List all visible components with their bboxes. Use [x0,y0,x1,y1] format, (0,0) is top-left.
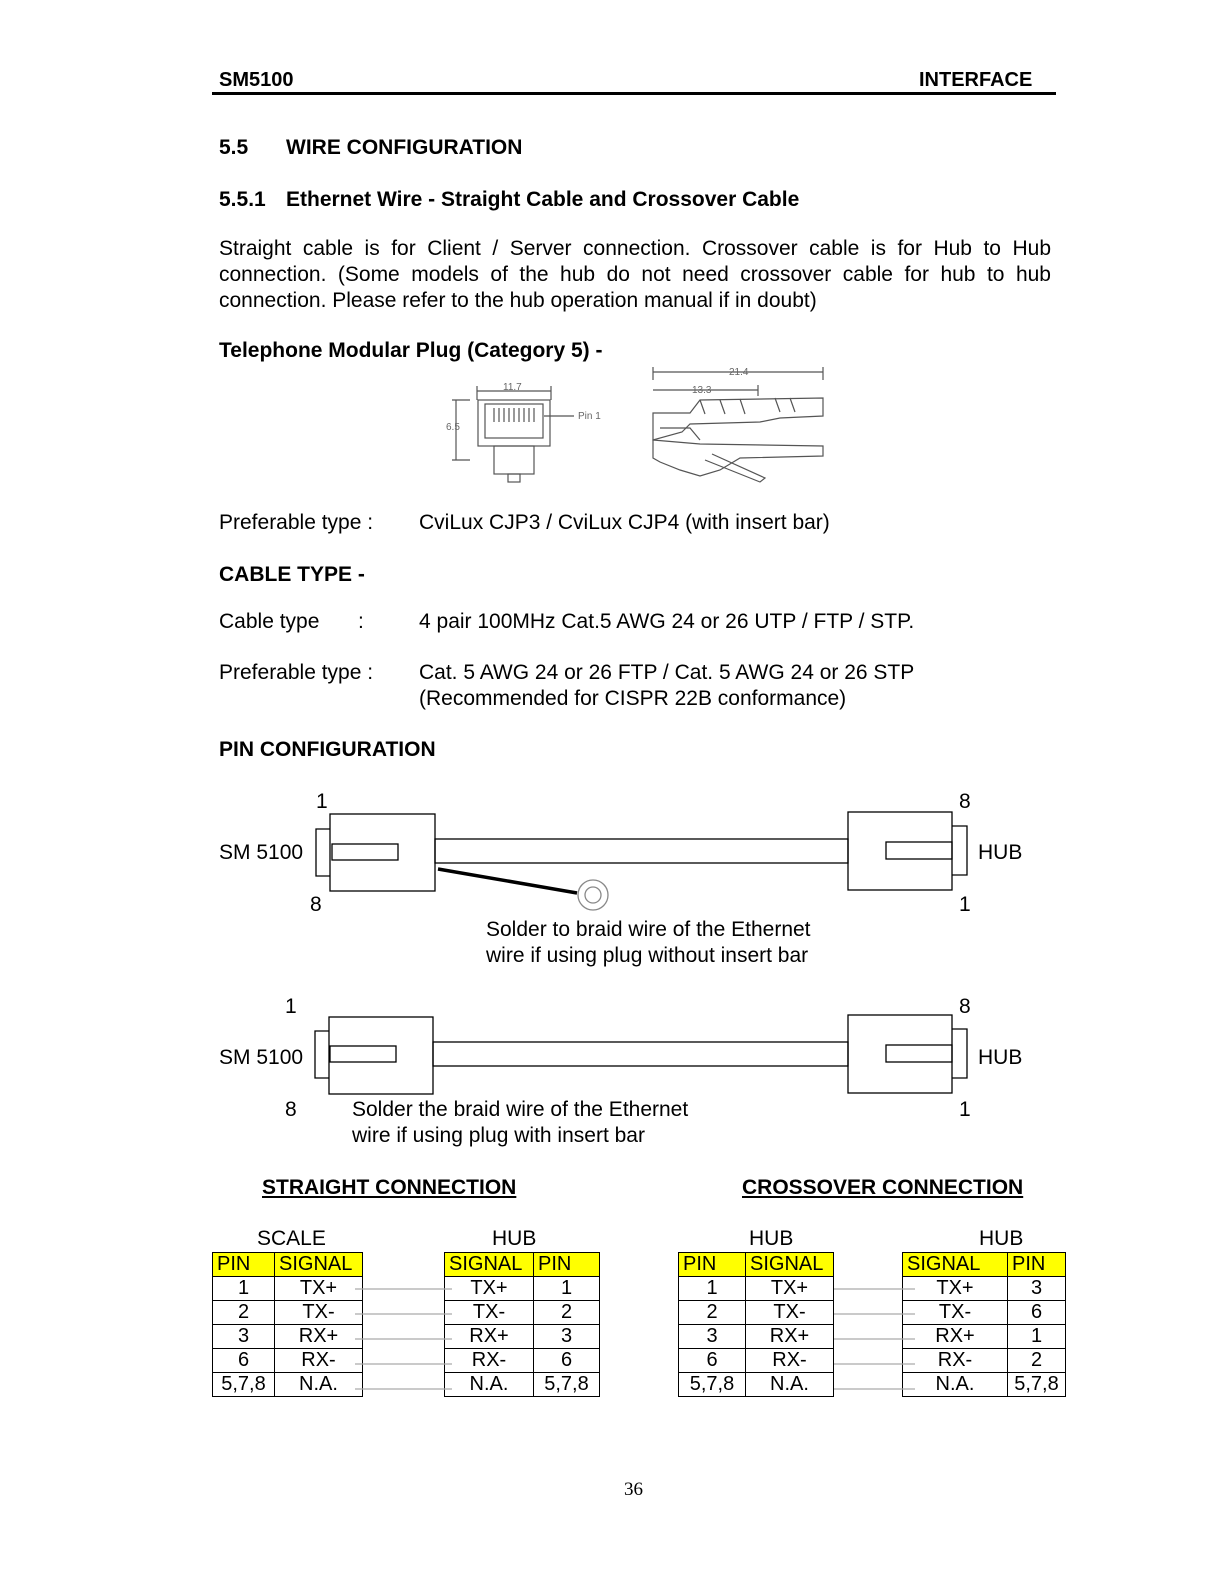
cable-heading: CABLE TYPE - [219,563,365,586]
signal-cell: N.A. [275,1373,363,1397]
pin-config-heading: PIN CONFIGURATION [219,738,436,761]
signal-cell: TX- [903,1301,1008,1325]
table-row [679,1325,834,1349]
straight-left-caption: SCALE [257,1227,326,1250]
solder-point-inner [585,887,601,903]
plug-pref-value: CviLux CJP3 / CviLux CJP4 (with insert bar) [419,511,830,534]
pin-cell: 6 [679,1349,746,1373]
right-plug-body [848,812,952,890]
table-row [903,1325,1066,1349]
pin-cell: 1 [534,1277,600,1301]
pin-cell: 3 [213,1325,275,1349]
col-header: SIGNAL [903,1253,1008,1277]
crossover-left-table [678,1252,834,1397]
pin-cell: 3 [679,1325,746,1349]
d1-right-top-pin: 8 [959,790,971,813]
header-right: INTERFACE [919,69,1033,91]
table-row [679,1349,834,1373]
table-row [903,1373,1066,1397]
d1-right-label: HUB [978,841,1023,864]
crossover-right-caption: HUB [979,1227,1024,1250]
straight-title: STRAIGHT CONNECTION [262,1176,517,1199]
section-number: 5.5 [219,136,249,159]
plug-side-view [653,367,823,482]
table-row [679,1373,834,1397]
plug-dim-labels [446,367,749,433]
right-plug-body [848,1015,952,1093]
pin-cell: 3 [534,1325,600,1349]
signal-cell: TX+ [275,1277,363,1301]
signal-cell: RX+ [903,1325,1008,1349]
signal-cell: RX+ [275,1325,363,1349]
table-row [445,1277,600,1301]
signal-cell: RX+ [445,1325,534,1349]
pin-cell: 2 [213,1301,275,1325]
table-row [445,1325,600,1349]
straight-right-table [444,1252,600,1397]
cable-pref-value-1: Cat. 5 AWG 24 or 26 FTP / Cat. 5 AWG 24 or 26 STP [419,661,915,684]
d2-note-line2: wire if using plug with insert bar [352,1124,645,1147]
page-number: 36 [624,1479,643,1500]
table-row [213,1325,363,1349]
header-left: SM5100 [219,69,294,91]
right-plug-tab [952,1029,967,1078]
dim-inner-label: 13.3 [692,385,712,396]
d1-left-label: SM 5100 [219,841,304,864]
pin-cell: 6 [1008,1301,1066,1325]
intro-line: connection. (Some models of the hub do not need crossover cable for hub to hub [219,263,1051,286]
left-plug-key [330,1046,396,1062]
pin-cell: 3 [1008,1277,1066,1301]
table-row [445,1373,600,1397]
col-header: SIGNAL [746,1253,834,1277]
plug-front-view [452,386,574,482]
table-row [213,1277,363,1301]
left-plug-key [332,844,398,860]
d1-left-bottom-pin: 8 [310,893,322,916]
table-row [679,1277,834,1301]
section-title: WIRE CONFIGURATION [286,136,523,159]
table-row [213,1373,363,1397]
pin-cell: 6 [213,1349,275,1373]
signal-cell: RX- [903,1349,1008,1373]
cable-pref-value-2: (Recommended for CISPR 22B conformance) [419,687,847,710]
signal-cell: TX- [746,1301,834,1325]
table-row [213,1301,363,1325]
straight-right-caption: HUB [492,1227,537,1250]
col-header: PIN [534,1253,600,1277]
col-header: PIN [213,1253,275,1277]
signal-cell: TX+ [746,1277,834,1301]
left-plug-body [330,814,435,891]
d2-right-bottom-pin: 1 [959,1098,971,1121]
signal-cell: RX- [746,1349,834,1373]
subsection-number: 5.5.1 [219,188,266,211]
signal-cell: TX- [445,1301,534,1325]
table-row [445,1349,600,1373]
d1-right-bottom-pin: 1 [959,893,971,916]
signal-cell: N.A. [903,1373,1008,1397]
pin-cell: 5,7,8 [534,1373,600,1397]
cable-type-colon: : [358,610,364,633]
d2-left-bottom-pin: 8 [285,1098,297,1121]
crossover-title: CROSSOVER CONNECTION [742,1176,1024,1199]
pin-cell: 6 [534,1349,600,1373]
right-plug-key [886,1045,952,1062]
pin-cell: 1 [679,1277,746,1301]
signal-cell: TX- [275,1301,363,1325]
plug-pref-label: Preferable type : [219,511,374,534]
right-plug-key [886,842,952,859]
header-rule [212,92,1056,95]
signal-cell: RX- [445,1349,534,1373]
d2-note-line1: Solder the braid wire of the Ethernet [352,1098,689,1121]
signal-cell: N.A. [746,1373,834,1397]
left-plug-tab [315,1031,329,1078]
dim-pin-label: Pin 1 [578,411,601,422]
pin-cell: 2 [1008,1349,1066,1373]
d2-left-top-pin: 1 [285,995,297,1018]
d2-right-top-pin: 8 [959,995,971,1018]
left-plug-tab [316,829,330,876]
right-plug-tab [952,826,967,875]
plug-heading: Telephone Modular Plug (Category 5) - [219,339,603,362]
pin-cell: 1 [213,1277,275,1301]
d1-note-line1: Solder to braid wire of the Ethernet [486,918,811,941]
signal-cell: RX- [275,1349,363,1373]
solder-point-outer [578,880,608,910]
pin-cell: 1 [1008,1325,1066,1349]
cable-type-value: 4 pair 100MHz Cat.5 AWG 24 or 26 UTP / FTP / STP. [419,610,915,633]
pin-cell: 2 [534,1301,600,1325]
pin-cell: 5,7,8 [679,1373,746,1397]
cable-pref-label: Preferable type : [219,661,374,684]
braid-wire [438,869,577,893]
signal-cell: RX+ [746,1325,834,1349]
intro-line: Straight cable is for Client / Server connection. Crossover cable is for Hub to Hub [219,237,1051,260]
signal-cell: TX+ [903,1277,1008,1301]
crossover-left-caption: HUB [749,1227,794,1250]
cable-body [433,1042,848,1066]
cable-type-label: Cable type [219,610,320,633]
table-row [213,1349,363,1373]
straight-left-table [212,1252,363,1397]
intro-paragraph [219,236,1051,314]
intro-line: connection. Please refer to the hub operation manual if in doubt) [219,289,817,312]
left-plug-body [329,1017,433,1094]
d1-note-line2: wire if using plug without insert bar [486,944,809,967]
col-header: SIGNAL [275,1253,363,1277]
signal-cell: N.A. [445,1373,534,1397]
table-row [903,1349,1066,1373]
signal-cell: TX+ [445,1277,534,1301]
table-row [903,1301,1066,1325]
pin-cell: 5,7,8 [213,1373,275,1397]
crossover-right-table [902,1252,1066,1397]
pin-cell: 5,7,8 [1008,1373,1066,1397]
dim-width-label: 11.7 [503,382,522,393]
subsection-title: Ethernet Wire - Straight Cable and Crossover Cable [286,188,800,211]
cable-body [435,839,848,863]
col-header: PIN [679,1253,746,1277]
table-row [679,1301,834,1325]
table-row [445,1301,600,1325]
col-header: PIN [1008,1253,1066,1277]
col-header: SIGNAL [445,1253,534,1277]
pin-cell: 2 [679,1301,746,1325]
dim-total-label: 21.4 [729,367,749,378]
d2-left-label: SM 5100 [219,1046,304,1069]
d1-left-top-pin: 1 [316,790,328,813]
table-row [903,1277,1066,1301]
dim-height-label: 6.5 [446,422,460,433]
d2-right-label: HUB [978,1046,1023,1069]
